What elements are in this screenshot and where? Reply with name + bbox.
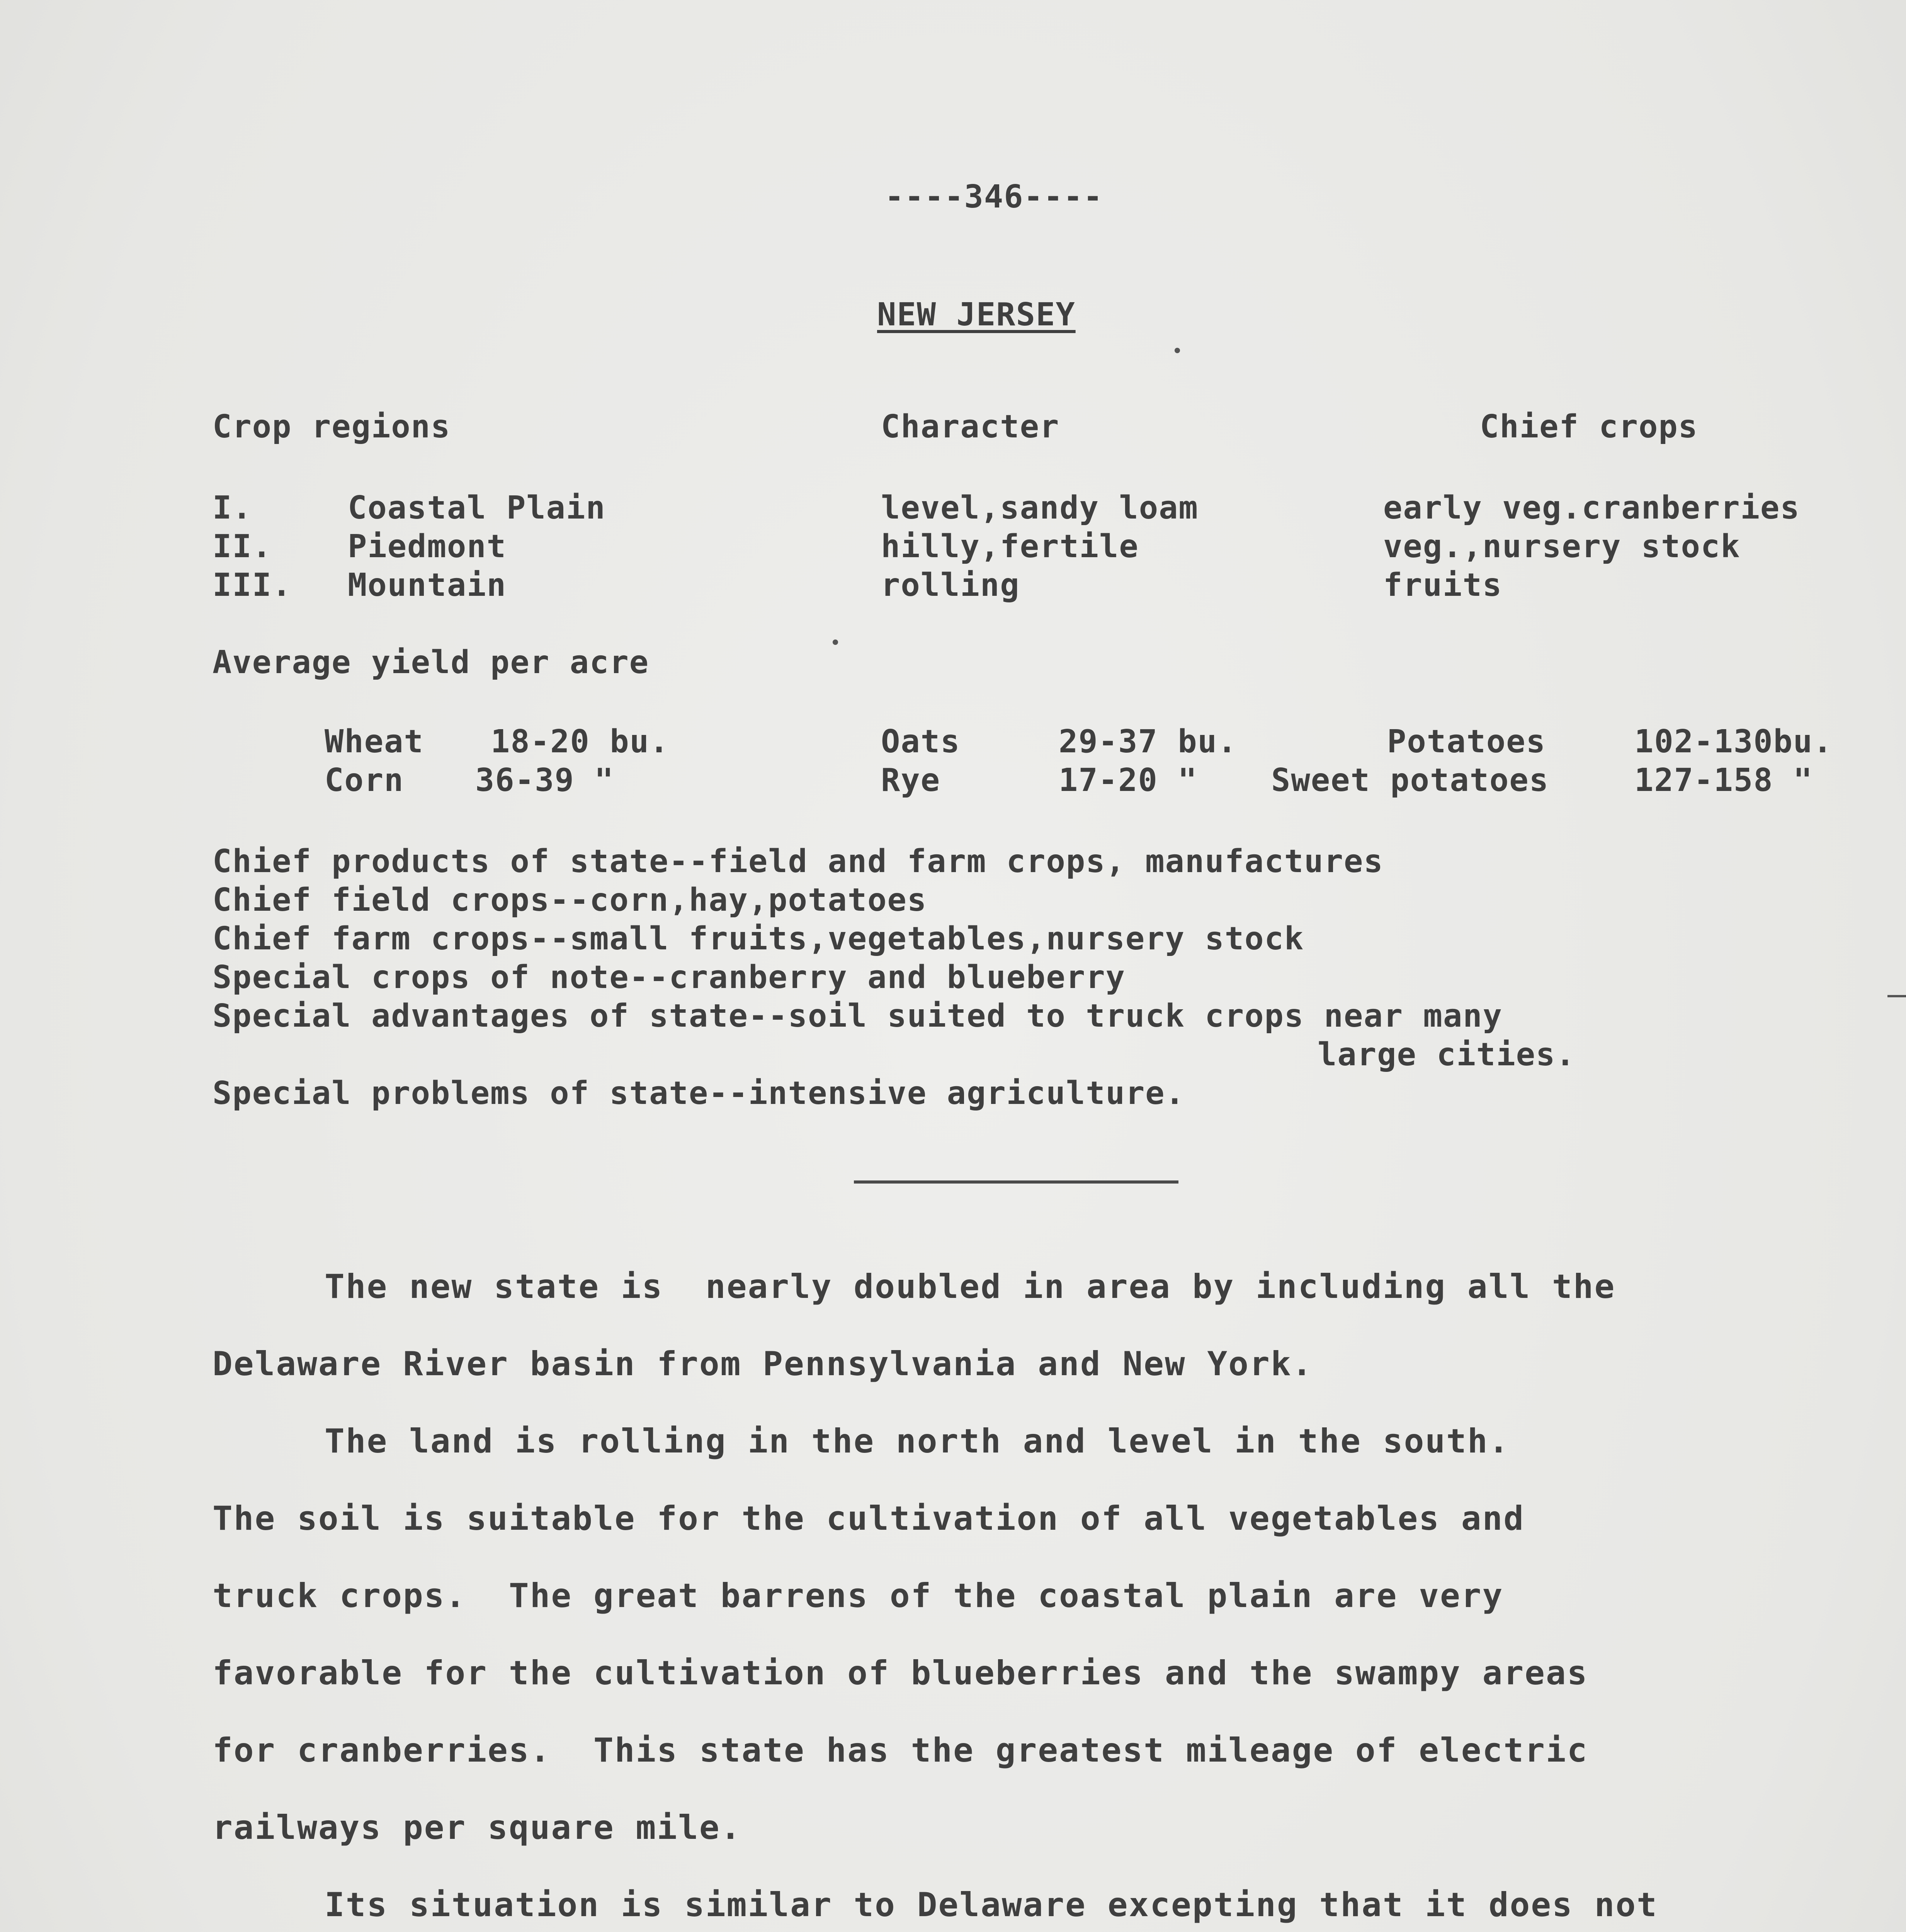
fact-line: Special problems of state--intensive agriculture. xyxy=(213,1075,1185,1112)
header-crop-regions: Crop regions xyxy=(213,408,451,445)
section-divider xyxy=(854,1180,1178,1184)
fact-line: Special crops of note--cranberry and blueberry xyxy=(213,959,1126,996)
fact-line: Special advantages of state--soil suited to truck crops near many xyxy=(213,998,1503,1034)
edge-mark xyxy=(1887,995,1906,997)
row-2-number: II. xyxy=(213,528,272,565)
body-line: favorable for the cultivation of blueberries and the swampy areas xyxy=(213,1654,1588,1692)
fact-line: Chief farm crops--small fruits,vegetables,nursery stock xyxy=(213,920,1304,957)
yield-crop: Potatoes xyxy=(1387,723,1546,760)
body-line: Its situation is similar to Delaware excepting that it does not xyxy=(325,1886,1658,1924)
page-number: ----346---- xyxy=(885,179,1103,215)
yield-value: 102-130bu. xyxy=(1634,723,1833,760)
yield-value: 36-39 " xyxy=(475,762,614,799)
yield-value: 29-37 bu. xyxy=(1059,723,1238,760)
page-title: NEW JERSEY xyxy=(877,296,1076,333)
yield-heading: Average yield per acre xyxy=(213,644,650,681)
row-1-character: level,sandy loam xyxy=(881,490,1199,526)
body-line: truck crops. The great barrens of the coastal plain are very xyxy=(213,1577,1504,1615)
yield-value: 17-20 " xyxy=(1059,762,1198,799)
row-1-region: Coastal Plain xyxy=(348,490,606,526)
row-2-region: Piedmont xyxy=(348,528,507,565)
body-line: for cranberries. This state has the greatest mileage of electric xyxy=(213,1731,1588,1770)
yield-value: 127-158 " xyxy=(1634,762,1813,799)
row-1-number: I. xyxy=(213,490,252,526)
fact-line: large cities. xyxy=(1318,1036,1576,1073)
row-3-number: III. xyxy=(213,567,292,604)
yield-crop: Rye xyxy=(881,762,941,799)
body-line: Delaware River basin from Pennsylvania and New York. xyxy=(213,1345,1313,1383)
yield-crop: Corn xyxy=(325,762,404,799)
fact-line: Chief products of state--field and farm crops, manufactures xyxy=(213,843,1384,880)
row-3-character: rolling xyxy=(881,567,1020,604)
body-line: The soil is suitable for the cultivation of all vegetables and xyxy=(213,1499,1525,1538)
body-line: railways per square mile. xyxy=(213,1808,742,1847)
header-chief-crops: Chief crops xyxy=(1480,408,1699,445)
fact-line: Chief field crops--corn,hay,potatoes xyxy=(213,882,927,918)
yield-crop: Sweet potatoes xyxy=(1271,762,1549,799)
row-3-crops: fruits xyxy=(1383,567,1503,604)
body-line: The new state is nearly doubled in area by including all the xyxy=(325,1267,1616,1306)
yield-value: 18-20 bu. xyxy=(491,723,670,760)
row-2-character: hilly,fertile xyxy=(881,528,1139,565)
ink-speck xyxy=(1175,348,1180,353)
row-3-region: Mountain xyxy=(348,567,507,604)
yield-crop: Wheat xyxy=(325,723,424,760)
row-1-crops: early veg.cranberries xyxy=(1383,490,1800,526)
header-character: Character xyxy=(881,408,1060,445)
ink-speck xyxy=(833,639,838,645)
body-line: The land is rolling in the north and level in the south. xyxy=(325,1422,1510,1461)
row-2-crops: veg.,nursery stock xyxy=(1383,528,1741,565)
yield-crop: Oats xyxy=(881,723,961,760)
